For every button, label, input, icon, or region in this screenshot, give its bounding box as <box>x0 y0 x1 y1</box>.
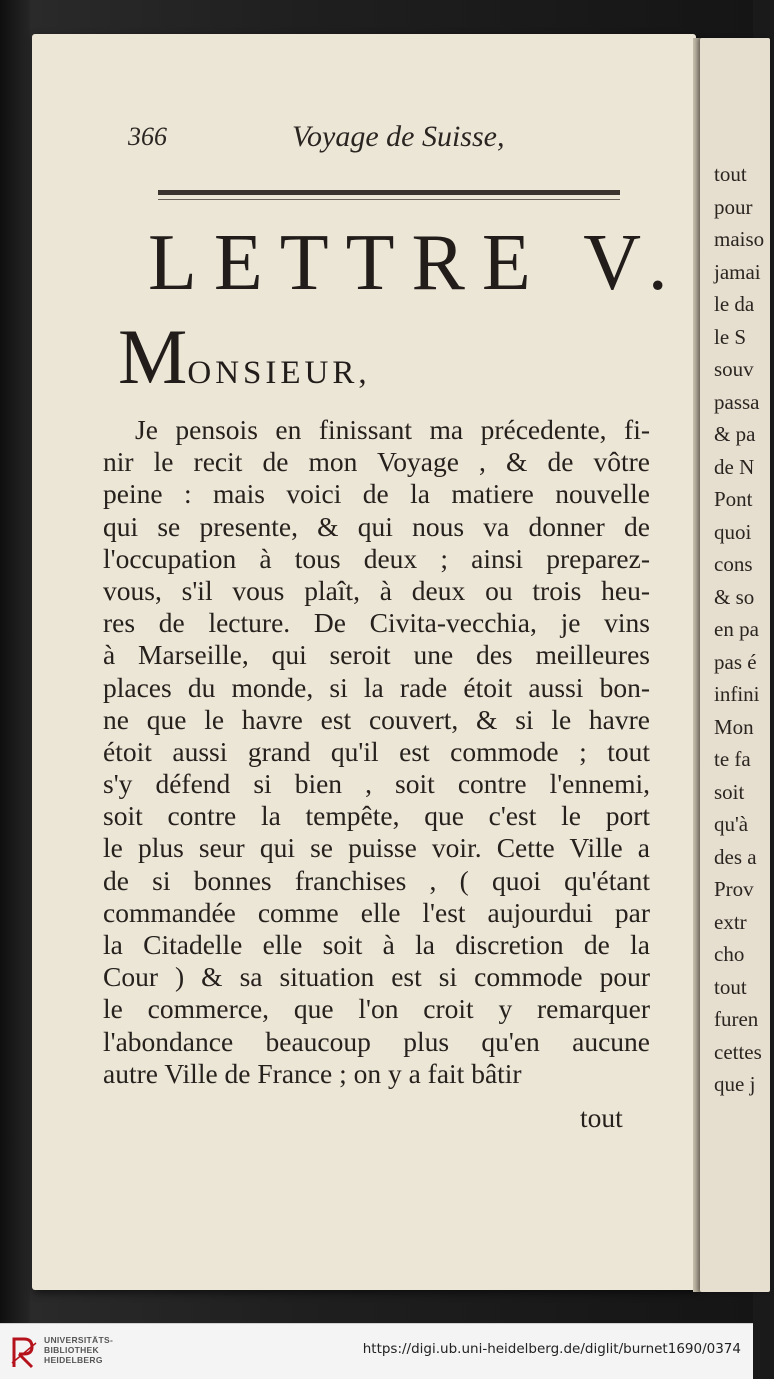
text-line: res de lecture. De Civita-vecchia, je vins <box>103 607 650 639</box>
facing-line: des a <box>714 844 757 869</box>
facing-line: passa <box>714 389 760 414</box>
facing-line: tout <box>714 974 747 999</box>
text-line: s'y défend si bien , soit contre l'ennemi, <box>103 768 650 800</box>
facing-line: cons <box>714 552 753 576</box>
facing-line: extr <box>714 909 747 934</box>
running-head: Voyage de Suisse, <box>292 120 505 153</box>
library-name-line: UNIVERSITÄTS- <box>44 1335 114 1345</box>
text-line: soit contre la tempête, que c'est le port <box>103 800 650 832</box>
header-rule-thin <box>158 199 620 200</box>
text-line: nir le recit de mon Voyage , & de vôtre <box>103 446 650 478</box>
facing-line: furen <box>714 1007 759 1031</box>
facing-line: cettes <box>714 1039 762 1064</box>
facing-line: & so <box>714 584 755 609</box>
text-line: autre Ville de France ; on y a fait bâtir <box>103 1057 522 1089</box>
book-binding <box>0 0 30 1323</box>
facing-line: Mon <box>714 714 754 739</box>
facing-line: infini <box>714 682 760 706</box>
facing-line: cho <box>714 942 745 966</box>
facing-page-text <box>714 158 774 1101</box>
text-line: places du monde, si la rade étoit aussi bon- <box>103 671 650 703</box>
university-logo-icon[interactable] <box>10 1333 38 1371</box>
facing-line: que j <box>714 1072 756 1096</box>
facing-line: le da <box>714 292 755 316</box>
source-url-link[interactable]: https://digi.ub.uni-heidelberg.de/diglit/burnet1690/0374 <box>362 1341 741 1357</box>
text-line: étoit aussi grand qu'il est commode ; tout <box>103 735 650 767</box>
text-line: l'abondance beaucoup plus qu'en aucune <box>103 1025 650 1057</box>
text-line: le commerce, que l'on croit y remarquer <box>103 993 650 1025</box>
facing-line: tout <box>714 162 747 186</box>
text-line: qui se presente, & qui nous va donner de <box>103 510 650 542</box>
facing-line: & pa <box>714 422 756 446</box>
facing-line: Pont <box>714 487 753 511</box>
header-rule <box>158 190 620 195</box>
library-name-line: BIBLIOTHEK <box>44 1345 99 1355</box>
facing-line: en pa <box>714 617 759 641</box>
text-line: commandée comme elle l'est aujourdui par <box>103 896 650 928</box>
letter-title: LETTRE V. <box>148 219 685 307</box>
facing-line: soit <box>714 779 745 804</box>
salutation-initial: M <box>118 313 188 400</box>
facing-line: Prov <box>714 877 754 901</box>
text-line: Cour ) & sa situation est si commode pour <box>103 961 650 993</box>
text-line: à Marseille, qui seroit une des meilleures <box>103 639 650 671</box>
text-line: vous, s'il vous plaît, à deux ou trois heu- <box>103 574 650 606</box>
salutation-rest: ONSIEUR, <box>187 355 371 391</box>
body-text <box>103 414 650 1090</box>
facing-line: souv <box>714 357 754 381</box>
text-line: ne que le havre est couvert, & si le havre <box>103 703 650 735</box>
facing-line: maiso <box>714 227 765 251</box>
library-name[interactable] <box>44 1335 113 1365</box>
facing-line: le S <box>714 324 747 349</box>
facing-line: pour <box>714 194 753 219</box>
facing-line: de N <box>714 454 755 479</box>
text-line: le plus seur qui se puisse voir. Cette Ville a <box>103 832 650 864</box>
text-line: Je pensois en finissant ma précedente, fi- <box>135 414 650 445</box>
facing-line: qu'à <box>714 812 749 836</box>
catchword: tout <box>580 1102 623 1133</box>
facing-line: jamai <box>714 259 761 284</box>
viewer-footer <box>0 1323 753 1379</box>
facing-line: quoi <box>714 519 752 544</box>
text-line: l'occupation à tous deux ; ainsi preparez- <box>103 542 650 574</box>
text-line: de si bonnes franchises , ( quoi qu'étant <box>103 864 650 896</box>
library-name-line: HEIDELBERG <box>44 1355 103 1365</box>
salutation <box>118 313 371 400</box>
facing-line: te fa <box>714 747 751 771</box>
page-number: 366 <box>128 122 167 151</box>
text-line: la Citadelle elle soit à la discretion de la <box>103 929 650 960</box>
facing-line: pas é <box>714 649 757 674</box>
text-line: peine : mais voici de la matiere nouvelle <box>103 478 650 510</box>
